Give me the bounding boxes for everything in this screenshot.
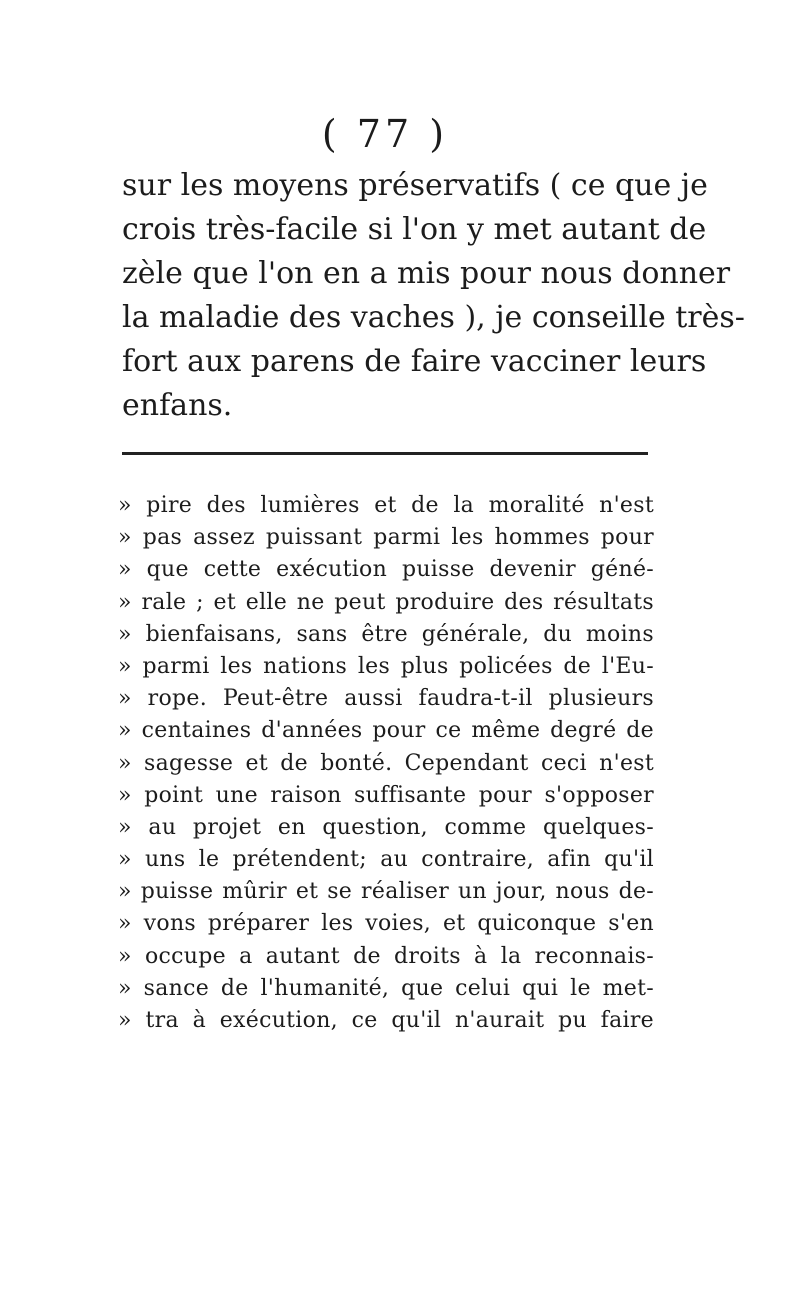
quote-line: » vons préparer les voies, et quiconque s'en (118, 911, 654, 937)
text-line: enfans. (122, 388, 233, 423)
quote-line: » sance de l'humanité, que celui qui le met- (118, 975, 654, 1001)
quote-line: » au projet en question, comme quelques- (118, 814, 654, 840)
quote-line: » occupe a autant de droits à la reconnais- (118, 943, 654, 969)
quote-line: » bienfaisans, sans être générale, du moins (118, 621, 654, 647)
text-line: crois très-facile si l'on y met autant de (122, 212, 707, 247)
quote-line: » que cette exécution puisse devenir géné- (118, 557, 654, 583)
quote-line: » rope. Peut-être aussi faudra-t-il plusieurs (118, 686, 654, 712)
quote-line: » centaines d'années pour ce même degré de (118, 718, 654, 744)
quoted-footnote (118, 490, 654, 1037)
quote-line: » sagesse et de bonté. Cependant ceci n'est (118, 750, 654, 776)
quote-line: » pas assez puissant parmi les hommes pour (118, 525, 654, 551)
text-line: sur les moyens préservatifs ( ce que je (122, 168, 708, 203)
quote-line: » point une raison suffisante pour s'opposer (118, 782, 654, 808)
quote-line: » pire des lumières et de la moralité n'est (118, 493, 654, 518)
footnote-divider (122, 452, 648, 455)
text-line: fort aux parens de faire vacciner leurs (122, 344, 707, 379)
text-line: zèle que l'on en a mis pour nous donner (122, 256, 731, 291)
quote-line: » rale ; et elle ne peut produire des résultats (118, 589, 654, 615)
text-line: la maladie des vaches ), je conseille très- (122, 300, 745, 335)
main-paragraph (122, 164, 745, 428)
quote-line: » uns le prétendent; au contraire, afin qu'il (118, 847, 654, 873)
quote-line: » tra à exécution, ce qu'il n'aurait pu faire (118, 1008, 654, 1033)
quote-line: » parmi les nations les plus policées de l'Eu- (118, 653, 654, 679)
page-number: ( 77 ) (321, 112, 449, 156)
quote-line: » puisse mûrir et se réaliser un jour, nous de- (118, 879, 654, 905)
